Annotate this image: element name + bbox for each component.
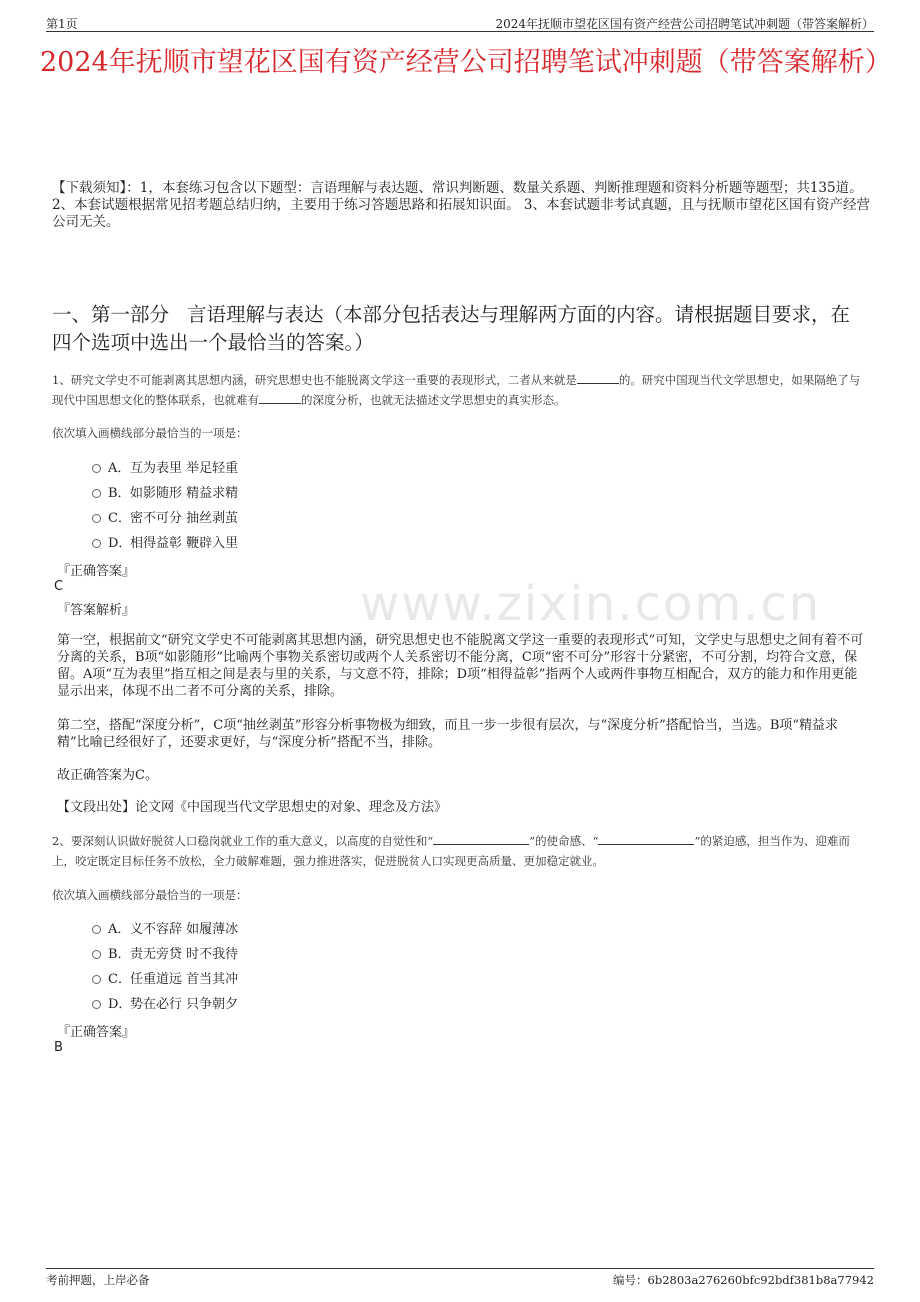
download-notice: 【下载须知】：1，本套练习包含以下题型：言语理解与表达题、常识判断题、数量关系题、判断推理题和资料分析题等题型；共135道。 2、本套试题根据常见招考题总结归纳，主要用于练习答题思路和拓展知识面。 3、本套试题非考试真题，且与抚顺市望花区国有资产经营公司无关。 (52, 180, 870, 230)
radio-icon[interactable] (92, 1000, 101, 1009)
radio-icon[interactable] (92, 950, 101, 959)
text-source: 【文段出处】论文网《中国现当代文学思想史的对象、理念及方法》 (57, 800, 448, 815)
option-b[interactable]: B． 如影随形 精益求精 (92, 479, 238, 504)
radio-icon[interactable] (92, 925, 101, 934)
document-id: 编号：6b2803a276260bfc92bdf381b8a77942 (613, 1273, 874, 1287)
page-header (46, 12, 874, 32)
analysis-paragraph: 第二空，搭配“深度分析”，C项“抽丝剥茧”形容分析事物极为细致，而且一步一步很有层次，与“深度分析”搭配恰当，当选。B项“精益求精”比喻已经很好了，还要求更好，与“深度分析”搭配不当，排除。 (57, 718, 839, 750)
radio-icon[interactable] (92, 464, 101, 473)
radio-icon[interactable] (92, 975, 101, 984)
correct-answer: C (54, 579, 64, 594)
question-1-options (92, 454, 238, 554)
option-c[interactable]: C． 任重道远 首当其冲 (92, 965, 238, 990)
option-d[interactable]: D． 势在必行 只争朝夕 (92, 990, 238, 1015)
document-title: 2024年抚顺市望花区国有资产经营公司招聘笔试冲刺题（带答案解析） (40, 47, 892, 78)
radio-icon[interactable] (92, 489, 101, 498)
header-doc-title: 2024年抚顺市望花区国有资产经营公司招聘笔试冲刺题（带答案解析） (495, 17, 874, 31)
correct-answer-label: 『正确答案』 (57, 564, 136, 579)
fill-blank (433, 833, 529, 845)
question-2-prompt: 依次填入画横线部分最恰当的一项是： (52, 888, 248, 902)
section-heading (52, 301, 868, 357)
correct-answer: B (54, 1040, 63, 1055)
question-1-prompt: 依次填入画横线部分最恰当的一项是： (52, 426, 248, 440)
radio-icon[interactable] (92, 514, 101, 523)
option-a[interactable]: A． 义不容辞 如履薄冰 (92, 915, 238, 940)
question-2-options (92, 915, 238, 1015)
analysis-label: 『答案解析』 (57, 603, 136, 618)
option-d[interactable]: D． 相得益彰 鞭辟入里 (92, 529, 238, 554)
radio-icon[interactable] (92, 539, 101, 548)
section-title-text: 言语理解与表达（本部分包括表达与理解两方面的内容。请根据题目要求，在四个选项中选出一个最恰当的答案。） (52, 303, 851, 354)
fill-blank (577, 372, 619, 384)
option-c[interactable]: C． 密不可分 抽丝剥茧 (92, 504, 238, 529)
fill-blank (598, 833, 694, 845)
section-number: 一、第一部分 (52, 303, 170, 326)
analysis-paragraph: 第一空，根据前文“研究文学史不可能剥离其思想内涵，研究思想史也不能脱离文学这一重要的表现形式”可知，文学史与思想史之间有着不可分离的关系，B项“如影随形”比喻两个事物关系密切或两个人关系密切不能分离，C项“密不可分”形容十分紧密，不可分割，均符合文意，保留。A项“互为表里”指互相之间是表与里的关系，与文意不符，排除；D项“相得益彰”指两个人或两件事物互相配合，双方的能力和作用更能显示出来，体现不出二者不可分离的关系，排除。 (57, 633, 864, 699)
watermark: www.zixin.com.cn (360, 576, 822, 632)
correct-answer-label: 『正确答案』 (57, 1025, 136, 1040)
page-footer (46, 1268, 874, 1286)
question-2-text: 2、要深刻认识做好脱贫人口稳岗就业工作的重大意义，以高度的自觉性和“ ”的使命感、“ ”的紧迫感，担当作为、迎难而上，咬定既定目标任务不放松，全力破解难题，强力推进落实，促进脱贫人口实现更高质量、更加稳定就业。 (52, 834, 850, 868)
footer-slogan: 考前押题，上岸必备 (46, 1273, 150, 1287)
page-number: 第1页 (46, 17, 78, 31)
option-a[interactable]: A． 互为表里 举足轻重 (92, 454, 238, 479)
fill-blank (259, 392, 301, 404)
option-b[interactable]: B． 责无旁贷 时不我待 (92, 940, 238, 965)
question-1-text: 1、研究文学史不可能剥离其思想内涵，研究思想史也不能脱离文学这一重要的表现形式，二者从来就是 的。研究中国现当代文学思想史，如果隔绝了与现代中国思想文化的整体联系，也就难有 的深度分析，也就无法描述文学思想史的真实形态。 (52, 373, 861, 407)
analysis-conclusion: 故正确答案为C。 (57, 768, 158, 783)
